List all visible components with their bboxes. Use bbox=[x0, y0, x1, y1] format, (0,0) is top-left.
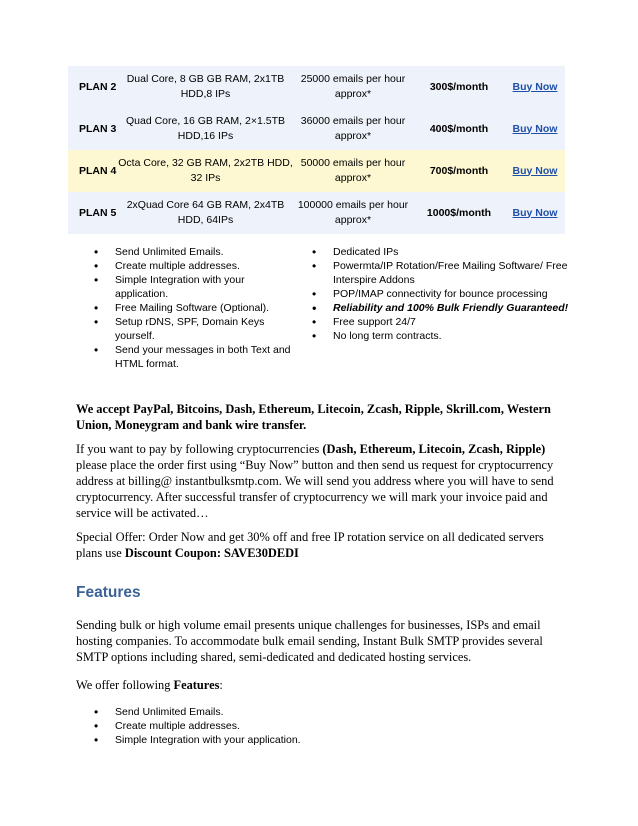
feature-list-right bbox=[310, 245, 570, 343]
plan-row bbox=[68, 108, 565, 150]
feature-list-bottom bbox=[92, 705, 392, 747]
plan-spec: Octa Core, 32 GB RAM, 2x2TB HDD, 32 IPs bbox=[118, 157, 293, 184]
list-item: • Create multiple addresses. bbox=[92, 719, 392, 733]
plan-emails: 100000 emails per hour approx* bbox=[297, 199, 409, 226]
plan-price: 300$/month bbox=[429, 80, 489, 93]
plan-price: 700$/month bbox=[429, 164, 489, 177]
plan-row bbox=[68, 150, 565, 192]
plan-emails: 36000 emails per hour approx* bbox=[300, 115, 406, 142]
list-item: • Simple Integration with your application. bbox=[92, 273, 292, 301]
plan-row bbox=[68, 66, 565, 108]
discount-coupon: Discount Coupon: SAVE30DEDI bbox=[124, 546, 299, 560]
payment-methods: We accept PayPal, Bitcoins, Dash, Ethereum, Litecoin, Zcash, Ripple, Skrill.com, Western Union, Moneygram and bank wire transfer. bbox=[76, 402, 551, 432]
list-item: • Setup rDNS, SPF, Domain Keys yourself. bbox=[92, 315, 292, 343]
offer-text: Special Offer: Order Now and get 30% off and free IP rotation service on all dedicated servers plans use bbox=[76, 530, 544, 560]
list-item: • Reliability and 100% Bulk Friendly Guaranteed! bbox=[310, 301, 570, 315]
plan-price: 400$/month bbox=[429, 122, 489, 135]
offer-features-line bbox=[76, 677, 556, 693]
buy-now-link[interactable]: Buy Now bbox=[512, 80, 558, 93]
offer-features-colon: : bbox=[219, 678, 223, 692]
list-item: • No long term contracts. bbox=[310, 329, 570, 343]
features-heading: Features bbox=[76, 584, 141, 601]
list-item: • Create multiple addresses. bbox=[92, 259, 292, 273]
plan-spec: 2xQuad Core 64 GB RAM, 2x4TB HDD, 64IPs bbox=[126, 199, 285, 226]
offer-features-bold: Features bbox=[173, 678, 220, 692]
crypto-paragraph bbox=[76, 441, 556, 521]
crypto-rest: please place the order first using “Buy Now” button and then send us request for cryptocurrency address at billing@ instantbulksmtp.com. We will send you address where you will have to send cryptocurrency. After successful transfer of cryptocurrency we will mark your invoice paid and service will be activated… bbox=[76, 458, 554, 520]
buy-now-link[interactable]: Buy Now bbox=[512, 206, 558, 219]
plan-spec: Quad Core, 16 GB RAM, 2×1.5TB HDD,16 IPs bbox=[125, 115, 286, 142]
buy-now-link[interactable]: Buy Now bbox=[512, 122, 558, 135]
plan-name: PLAN 5 bbox=[79, 206, 117, 219]
list-item: • Dedicated IPs bbox=[310, 245, 570, 259]
list-item: • Send Unlimited Emails. bbox=[92, 245, 292, 259]
plan-name: PLAN 4 bbox=[79, 164, 117, 177]
list-item: • Send your messages in both Text and HTML format. bbox=[92, 343, 292, 371]
plan-row bbox=[68, 192, 565, 234]
features-paragraph: Sending bulk or high volume email presents unique challenges for businesses, ISPs and email hosting companies. To accommodate bulk email sending, Instant Bulk SMTP provides several SMTP options including shared, semi-dedicated and dedicated hosting services. bbox=[76, 618, 543, 664]
plan-price: 1000$/month bbox=[426, 206, 492, 219]
special-offer bbox=[76, 529, 556, 561]
list-item: • Powermta/IP Rotation/Free Mailing Software/ Free Interspire Addons bbox=[310, 259, 570, 287]
plan-name: PLAN 2 bbox=[79, 80, 117, 93]
feature-list-left bbox=[92, 245, 292, 371]
crypto-intro: If you want to pay by following cryptocurrencies bbox=[76, 442, 320, 456]
list-item: • POP/IMAP connectivity for bounce processing bbox=[310, 287, 570, 301]
plan-emails: 25000 emails per hour approx* bbox=[300, 73, 406, 100]
list-item: • Send Unlimited Emails. bbox=[92, 705, 392, 719]
plan-name: PLAN 3 bbox=[79, 122, 117, 135]
plan-emails: 50000 emails per hour approx* bbox=[300, 157, 406, 184]
crypto-coins: (Dash, Ethereum, Litecoin, Zcash, Ripple) bbox=[322, 442, 546, 456]
plan-spec: Dual Core, 8 GB GB RAM, 2x1TB HDD,8 IPs bbox=[126, 73, 285, 100]
list-item: • Free support 24/7 bbox=[310, 315, 570, 329]
offer-features-prefix: We offer following bbox=[76, 678, 174, 692]
list-item: • Simple Integration with your application. bbox=[92, 733, 392, 747]
list-item: • Free Mailing Software (Optional). bbox=[92, 301, 292, 315]
buy-now-link[interactable]: Buy Now bbox=[512, 164, 558, 177]
